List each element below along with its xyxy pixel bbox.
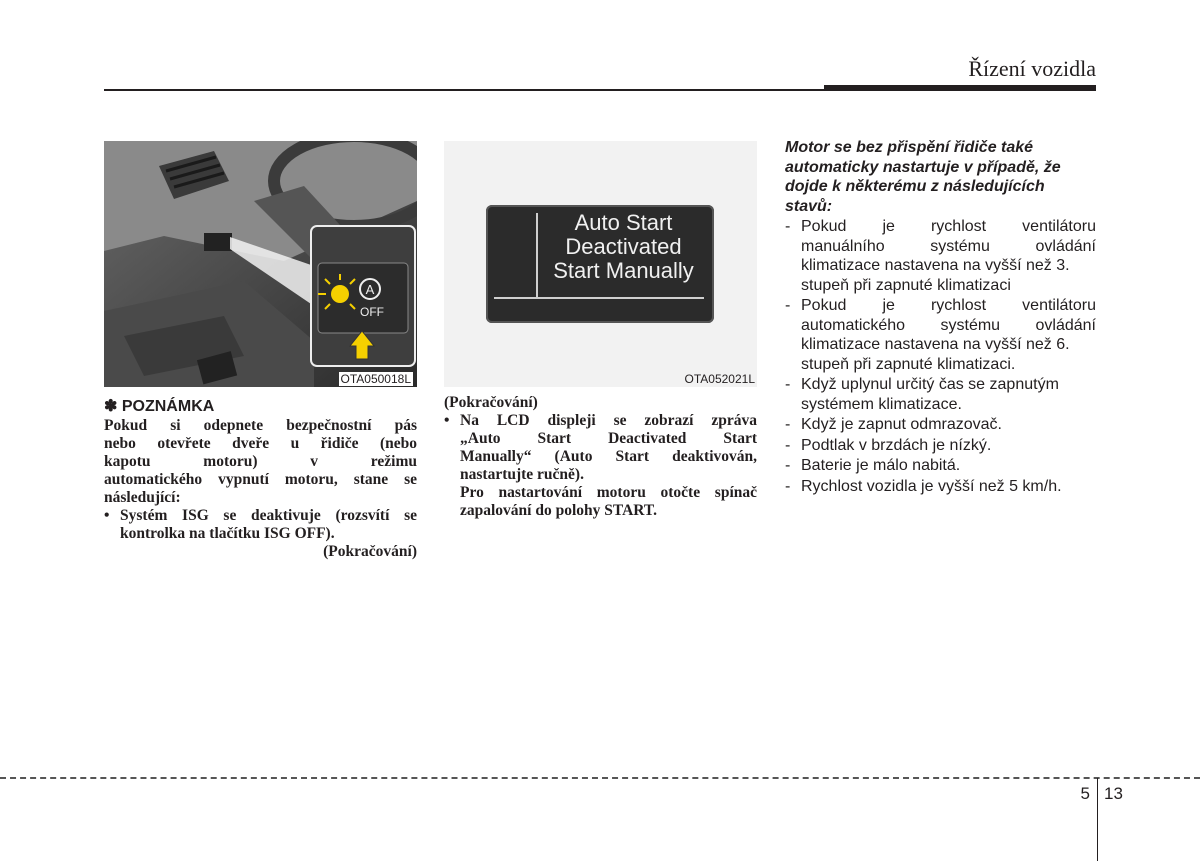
- text-line: systémem klimatizace.: [801, 395, 962, 413]
- list-item: [785, 217, 1096, 295]
- list-item: [104, 507, 417, 543]
- text-line: Baterie je málo nabitá.: [801, 457, 961, 474]
- footer-divider: [1097, 778, 1098, 861]
- lcd-line-3: Start Manually: [553, 258, 694, 283]
- note-heading: [104, 396, 417, 416]
- dash-icon: -: [785, 416, 791, 433]
- figure-lcd-message: [444, 141, 757, 387]
- dash-icon: -: [785, 457, 791, 474]
- bullet-icon: •: [104, 507, 110, 524]
- text-line: zapalování do polohy START.: [460, 502, 657, 519]
- figure-caption: OTA052021L: [684, 372, 755, 386]
- list-item: [785, 456, 1096, 476]
- text-line: manuálního systému ovládání: [801, 237, 1096, 255]
- text-line: Na LCD displeji se zobrazí zpráva: [460, 412, 757, 429]
- list-item: [785, 415, 1096, 435]
- list-item: [444, 412, 757, 520]
- text-line: Když je zapnut odmrazovač.: [801, 416, 1002, 433]
- text-line: Pokud je rychlost ventilátoru: [801, 218, 1096, 235]
- text-line: automaticky nastartuje v případě, že: [785, 158, 1061, 176]
- note-title: POZNÁMKA: [121, 398, 215, 415]
- text-line: klimatizace nastavena na vyšší než 6.: [801, 336, 1070, 353]
- list-item: [785, 375, 1096, 414]
- chapter-number: 5: [1080, 784, 1090, 803]
- text-line: nastartujte ručně).: [460, 466, 584, 483]
- text-line: dojde k některému z následujících: [785, 178, 1045, 195]
- section-title: Řízení vozidla: [968, 56, 1096, 81]
- list-item: [785, 436, 1096, 456]
- text-line: Manually“ (Auto Start deaktivován,: [460, 448, 757, 465]
- header-rule-accent: [824, 85, 1096, 91]
- text-line: Pokud si odepnete bezpečnostní pás: [104, 417, 417, 434]
- bullet-icon: •: [444, 412, 450, 429]
- text-line: kapotu motoru) v režimu: [104, 453, 417, 470]
- text-line: nebo otevřete dveře u řidiče (nebo: [104, 435, 417, 452]
- note-icon: ✽: [104, 398, 118, 415]
- text-line: stupeň při zapnuté klimatizaci: [801, 276, 1011, 294]
- dash-icon: -: [785, 218, 791, 235]
- lcd-underline: [494, 297, 704, 299]
- text-line: „Auto Start Deactivated Start: [460, 430, 757, 447]
- text-line: kontrolka na tlačítku ISG OFF).: [120, 525, 335, 542]
- lcd-display: [486, 205, 714, 323]
- text-line: stavů:: [785, 197, 833, 215]
- text-line: Pokud je rychlost ventilátoru: [801, 297, 1096, 314]
- text-line: automatického vypnutí motoru, stane se: [104, 471, 417, 488]
- list-item: [785, 296, 1096, 374]
- text-line: klimatizace nastavena na vyšší než 3.: [801, 257, 1070, 274]
- footer-rule: [0, 777, 1200, 779]
- switch-symbol: A: [365, 282, 375, 297]
- continued-label: (Pokračování): [323, 543, 417, 560]
- header-rule: [104, 89, 824, 91]
- lcd-line-1: Auto Start: [574, 210, 673, 235]
- switch-off-label: OFF: [360, 305, 384, 319]
- text-line: Systém ISG se deaktivuje (rozsvítí se: [120, 507, 417, 524]
- text-line: Pro nastartování motoru otočte spínač: [460, 484, 757, 501]
- condition-list: [785, 217, 1096, 496]
- page-number: 13: [1104, 784, 1123, 803]
- dashboard-illustration: [104, 141, 417, 387]
- text-line: následující:: [104, 489, 181, 506]
- text-line: Když uplynul určitý čas se zapnutým: [801, 376, 1059, 393]
- column-3: [785, 138, 1096, 496]
- figure-isg-switch: [104, 141, 417, 387]
- lcd-line-2: Deactivated: [565, 234, 682, 259]
- text-line: Motor se bez přispění řidiče také: [785, 139, 1034, 156]
- text-line: stupeň při zapnuté klimatizaci.: [801, 355, 1016, 373]
- text-line: Podtlak v brzdách je nízký.: [801, 436, 992, 454]
- text-line: automatického systému ovládání: [801, 316, 1096, 334]
- column-1: [104, 396, 417, 561]
- list-item: [785, 477, 1096, 497]
- dash-icon: -: [785, 376, 791, 393]
- text-line: Rychlost vozidla je vyšší než 5 km/h.: [801, 477, 1062, 495]
- note-paragraph: [104, 417, 417, 507]
- condition-heading: [785, 138, 1096, 216]
- figure-caption: OTA050018L: [340, 372, 411, 386]
- dash-icon: -: [785, 436, 791, 454]
- column-2: [444, 394, 757, 520]
- continued-label: (Pokračování): [444, 394, 538, 411]
- dash-icon: -: [785, 477, 791, 495]
- lcd-text: [536, 211, 711, 283]
- dash-icon: -: [785, 297, 791, 314]
